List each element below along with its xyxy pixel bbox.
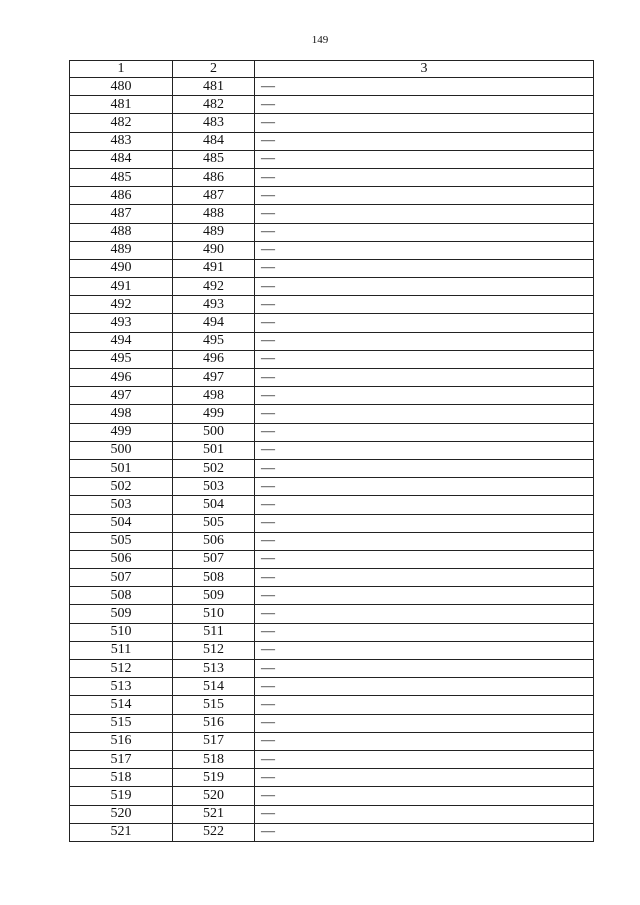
table-cell-col-3: — [255, 787, 594, 805]
table-cell-col-2: 503 [173, 478, 255, 496]
table-cell-col-1: 501 [70, 459, 173, 477]
table-row [70, 387, 594, 405]
data-table [69, 60, 594, 842]
table-cell-col-1: 520 [70, 805, 173, 823]
table-cell-col-3: — [255, 78, 594, 96]
table-cell-col-3: — [255, 605, 594, 623]
table-cell-col-1: 503 [70, 496, 173, 514]
table-cell-col-1: 514 [70, 696, 173, 714]
table-cell-col-1: 502 [70, 478, 173, 496]
table-cell-col-2: 514 [173, 678, 255, 696]
table-row [70, 259, 594, 277]
table-cell-col-1: 519 [70, 787, 173, 805]
table-cell-col-3: — [255, 696, 594, 714]
table-row [70, 750, 594, 768]
table-cell-col-3: — [255, 369, 594, 387]
table-cell-col-1: 511 [70, 641, 173, 659]
table-cell-col-3: — [255, 259, 594, 277]
table-row [70, 150, 594, 168]
table-cell-col-2: 500 [173, 423, 255, 441]
table-row [70, 114, 594, 132]
table-cell-col-3: — [255, 678, 594, 696]
table-row [70, 369, 594, 387]
table-cell-col-3: — [255, 387, 594, 405]
table-cell-col-2: 481 [173, 78, 255, 96]
table-cell-col-3: — [255, 714, 594, 732]
table-row [70, 168, 594, 186]
table-cell-col-2: 521 [173, 805, 255, 823]
table-cell-col-2: 484 [173, 132, 255, 150]
table-cell-col-1: 509 [70, 605, 173, 623]
table-cell-col-2: 486 [173, 168, 255, 186]
table-cell-col-1: 500 [70, 441, 173, 459]
table-cell-col-3: — [255, 587, 594, 605]
table-row [70, 732, 594, 750]
table-cell-col-2: 504 [173, 496, 255, 514]
table-cell-col-2: 497 [173, 369, 255, 387]
table-cell-col-3: — [255, 660, 594, 678]
table-cell-col-3: — [255, 223, 594, 241]
table-body [70, 78, 594, 842]
table-cell-col-2: 512 [173, 641, 255, 659]
column-header-3: 3 [255, 61, 594, 78]
table-cell-col-2: 519 [173, 769, 255, 787]
table-row [70, 314, 594, 332]
table-cell-col-1: 498 [70, 405, 173, 423]
table-row [70, 350, 594, 368]
table-cell-col-1: 506 [70, 550, 173, 568]
table-cell-col-3: — [255, 278, 594, 296]
table-cell-col-1: 488 [70, 223, 173, 241]
table-cell-col-2: 498 [173, 387, 255, 405]
table-cell-col-3: — [255, 496, 594, 514]
table-cell-col-3: — [255, 241, 594, 259]
table-cell-col-2: 522 [173, 823, 255, 841]
header-row [70, 61, 594, 78]
table-cell-col-2: 490 [173, 241, 255, 259]
table-row [70, 459, 594, 477]
table-row [70, 787, 594, 805]
table-row [70, 623, 594, 641]
table-cell-col-1: 486 [70, 187, 173, 205]
table-cell-col-3: — [255, 514, 594, 532]
table-cell-col-2: 506 [173, 532, 255, 550]
table-row [70, 696, 594, 714]
table-cell-col-2: 482 [173, 96, 255, 114]
table-cell-col-2: 491 [173, 259, 255, 277]
table-cell-col-3: — [255, 314, 594, 332]
table-cell-col-3: — [255, 550, 594, 568]
table-cell-col-2: 483 [173, 114, 255, 132]
table-cell-col-2: 494 [173, 314, 255, 332]
table-cell-col-1: 515 [70, 714, 173, 732]
table-cell-col-3: — [255, 769, 594, 787]
table-cell-col-3: — [255, 459, 594, 477]
table-cell-col-2: 495 [173, 332, 255, 350]
table-cell-col-1: 492 [70, 296, 173, 314]
table-cell-col-1: 513 [70, 678, 173, 696]
table-row [70, 660, 594, 678]
table-cell-col-1: 485 [70, 168, 173, 186]
table-cell-col-3: — [255, 478, 594, 496]
table-cell-col-1: 507 [70, 569, 173, 587]
table-row [70, 805, 594, 823]
table-row [70, 187, 594, 205]
table-cell-col-3: — [255, 569, 594, 587]
table-cell-col-1: 483 [70, 132, 173, 150]
table-cell-col-1: 487 [70, 205, 173, 223]
table-cell-col-2: 515 [173, 696, 255, 714]
table-cell-col-3: — [255, 405, 594, 423]
table-header [70, 61, 594, 78]
table-row [70, 532, 594, 550]
table-cell-col-1: 495 [70, 350, 173, 368]
table-row [70, 78, 594, 96]
table-cell-col-3: — [255, 623, 594, 641]
table-cell-col-2: 496 [173, 350, 255, 368]
table-cell-col-2: 511 [173, 623, 255, 641]
table-cell-col-1: 493 [70, 314, 173, 332]
table-cell-col-1: 508 [70, 587, 173, 605]
table-row [70, 823, 594, 841]
table-row [70, 441, 594, 459]
column-header-1: 1 [70, 61, 173, 78]
table-row [70, 405, 594, 423]
table-cell-col-1: 494 [70, 332, 173, 350]
table-cell-col-3: — [255, 296, 594, 314]
table-cell-col-3: — [255, 350, 594, 368]
table-row [70, 605, 594, 623]
table-cell-col-3: — [255, 150, 594, 168]
table-cell-col-1: 489 [70, 241, 173, 259]
table-row [70, 296, 594, 314]
table-cell-col-2: 513 [173, 660, 255, 678]
table-cell-col-1: 505 [70, 532, 173, 550]
table-cell-col-3: — [255, 187, 594, 205]
table-row [70, 550, 594, 568]
table-cell-col-2: 509 [173, 587, 255, 605]
table-cell-col-2: 520 [173, 787, 255, 805]
table-row [70, 223, 594, 241]
table-cell-col-2: 518 [173, 750, 255, 768]
table-row [70, 278, 594, 296]
table-cell-col-2: 493 [173, 296, 255, 314]
table-cell-col-3: — [255, 750, 594, 768]
table-cell-col-2: 485 [173, 150, 255, 168]
table-row [70, 332, 594, 350]
table-cell-col-1: 491 [70, 278, 173, 296]
table-cell-col-1: 497 [70, 387, 173, 405]
table-row [70, 769, 594, 787]
table-cell-col-3: — [255, 96, 594, 114]
table-cell-col-3: — [255, 205, 594, 223]
table-cell-col-3: — [255, 423, 594, 441]
table-row [70, 641, 594, 659]
table-row [70, 96, 594, 114]
table-cell-col-2: 501 [173, 441, 255, 459]
table-cell-col-1: 516 [70, 732, 173, 750]
table-cell-col-1: 484 [70, 150, 173, 168]
table-row [70, 714, 594, 732]
table-cell-col-3: — [255, 732, 594, 750]
table-cell-col-2: 502 [173, 459, 255, 477]
table-cell-col-2: 499 [173, 405, 255, 423]
table-cell-col-1: 480 [70, 78, 173, 96]
table-cell-col-1: 512 [70, 660, 173, 678]
table-cell-col-3: — [255, 132, 594, 150]
table-row [70, 478, 594, 496]
table-cell-col-2: 517 [173, 732, 255, 750]
table-row [70, 569, 594, 587]
table-cell-col-1: 499 [70, 423, 173, 441]
table-cell-col-1: 521 [70, 823, 173, 841]
table-cell-col-3: — [255, 168, 594, 186]
table-cell-col-1: 496 [70, 369, 173, 387]
table-cell-col-2: 510 [173, 605, 255, 623]
table-cell-col-3: — [255, 641, 594, 659]
table-cell-col-2: 516 [173, 714, 255, 732]
table-row [70, 205, 594, 223]
table-row [70, 241, 594, 259]
table-cell-col-2: 508 [173, 569, 255, 587]
table-cell-col-2: 505 [173, 514, 255, 532]
table-cell-col-3: — [255, 441, 594, 459]
table-row [70, 514, 594, 532]
table-cell-col-1: 490 [70, 259, 173, 277]
table-cell-col-2: 488 [173, 205, 255, 223]
table-cell-col-2: 489 [173, 223, 255, 241]
table-cell-col-3: — [255, 532, 594, 550]
table-cell-col-3: — [255, 332, 594, 350]
page-number: 149 [311, 34, 329, 46]
table-row [70, 678, 594, 696]
table-cell-col-1: 482 [70, 114, 173, 132]
table-cell-col-2: 487 [173, 187, 255, 205]
table-cell-col-1: 504 [70, 514, 173, 532]
table-row [70, 496, 594, 514]
column-header-2: 2 [173, 61, 255, 78]
table-cell-col-1: 481 [70, 96, 173, 114]
table-cell-col-3: — [255, 114, 594, 132]
table-row [70, 132, 594, 150]
table-cell-col-1: 517 [70, 750, 173, 768]
table-cell-col-2: 492 [173, 278, 255, 296]
table-cell-col-3: — [255, 823, 594, 841]
table-row [70, 587, 594, 605]
table-row [70, 423, 594, 441]
table-cell-col-1: 510 [70, 623, 173, 641]
table-cell-col-3: — [255, 805, 594, 823]
table-cell-col-2: 507 [173, 550, 255, 568]
table-cell-col-1: 518 [70, 769, 173, 787]
